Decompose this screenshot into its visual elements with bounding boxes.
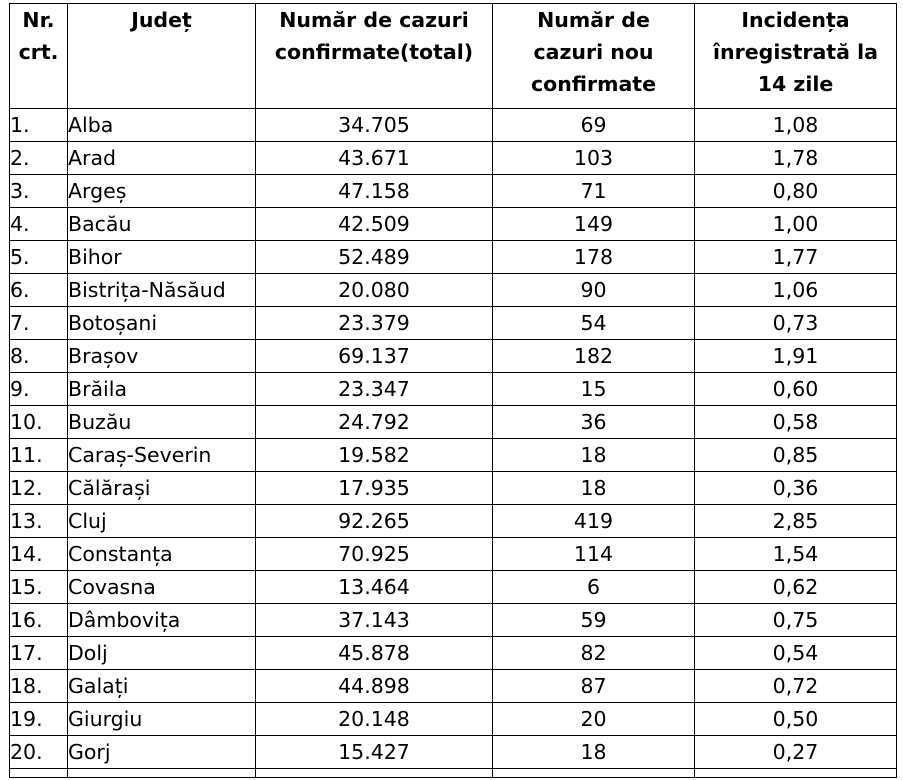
cell-new-cases: 20 [493,703,695,736]
cell-empty [68,769,256,778]
table-row [10,538,897,571]
cell-total-cases: 13.464 [256,571,493,604]
cell-nr: 9. [10,373,68,406]
table-row [10,439,897,472]
cell-total-cases: 23.379 [256,307,493,340]
table-row [10,406,897,439]
county-cases-table [9,3,897,778]
table-row [10,505,897,538]
header-incidence [695,4,897,109]
cell-judet: Bihor [68,241,256,274]
cell-total-cases: 45.878 [256,637,493,670]
cell-new-cases: 182 [493,340,695,373]
cell-incidence: 1,06 [695,274,897,307]
table-row [10,703,897,736]
cell-total-cases: 15.427 [256,736,493,769]
cell-total-cases: 17.935 [256,472,493,505]
table-body [10,109,897,778]
cell-judet: Gorj [68,736,256,769]
cell-incidence: 0,80 [695,175,897,208]
cell-new-cases: 419 [493,505,695,538]
cell-new-cases: 87 [493,670,695,703]
header-line: confirmate(total) [274,40,474,64]
cell-new-cases: 69 [493,109,695,142]
cell-new-cases: 18 [493,439,695,472]
cell-total-cases: 52.489 [256,241,493,274]
header-judet [68,4,256,109]
cell-incidence: 1,91 [695,340,897,373]
cell-judet: Cluj [68,505,256,538]
cell-total-cases: 42.509 [256,208,493,241]
cell-empty [695,769,897,778]
cell-new-cases: 59 [493,604,695,637]
header-line: Nr. [22,8,55,32]
cell-judet: Constanța [68,538,256,571]
header-row [10,4,897,109]
cell-nr: 12. [10,472,68,505]
cell-incidence: 0,75 [695,604,897,637]
cell-incidence: 1,00 [695,208,897,241]
header-total-cases [256,4,493,109]
cell-nr: 10. [10,406,68,439]
cell-nr: 11. [10,439,68,472]
cell-incidence: 0,72 [695,670,897,703]
cell-new-cases: 82 [493,637,695,670]
cell-nr: 15. [10,571,68,604]
header-line: Număr de [537,8,650,32]
cell-judet: Argeș [68,175,256,208]
table-row [10,670,897,703]
cell-nr: 3. [10,175,68,208]
cell-judet: Arad [68,142,256,175]
cell-total-cases: 34.705 [256,109,493,142]
cell-nr: 2. [10,142,68,175]
cell-new-cases: 114 [493,538,695,571]
cell-nr: 14. [10,538,68,571]
cell-new-cases: 6 [493,571,695,604]
table-row [10,637,897,670]
cell-nr: 6. [10,274,68,307]
cell-empty [256,769,493,778]
cell-judet: Dolj [68,637,256,670]
table-header [10,4,897,109]
table-row [10,736,897,769]
cell-incidence: 1,54 [695,538,897,571]
cell-incidence: 1,78 [695,142,897,175]
cell-nr: 18. [10,670,68,703]
table-row [10,472,897,505]
cell-new-cases: 103 [493,142,695,175]
cell-judet: Bistrița-Năsăud [68,274,256,307]
cell-total-cases: 44.898 [256,670,493,703]
table-row [10,340,897,373]
cell-nr: 13. [10,505,68,538]
cell-nr: 20. [10,736,68,769]
cell-total-cases: 92.265 [256,505,493,538]
cell-nr: 5. [10,241,68,274]
cell-empty [493,769,695,778]
cell-incidence: 0,58 [695,406,897,439]
cell-total-cases: 70.925 [256,538,493,571]
cell-nr: 16. [10,604,68,637]
cell-total-cases: 20.080 [256,274,493,307]
table-row [10,109,897,142]
cell-incidence: 0,85 [695,439,897,472]
cell-nr: 8. [10,340,68,373]
header-line: Incidența [741,8,850,32]
cell-judet: Brăila [68,373,256,406]
cell-incidence: 0,27 [695,736,897,769]
table-row [10,142,897,175]
header-line: crt. [18,40,59,64]
cell-incidence: 0,62 [695,571,897,604]
header-line: 14 zile [757,72,834,96]
header-line: Număr de cazuri [279,8,469,32]
header-nr [10,4,68,109]
table-row [10,373,897,406]
cell-total-cases: 37.143 [256,604,493,637]
cell-total-cases: 43.671 [256,142,493,175]
cell-judet: Galați [68,670,256,703]
cell-incidence: 0,50 [695,703,897,736]
table-row [10,241,897,274]
cell-nr: 7. [10,307,68,340]
cell-incidence: 0,73 [695,307,897,340]
table-row [10,274,897,307]
cell-incidence: 0,60 [695,373,897,406]
cell-incidence: 0,54 [695,637,897,670]
header-line: înregistrată la [713,40,878,64]
cell-judet: Călărași [68,472,256,505]
cell-nr: 1. [10,109,68,142]
cell-nr: 17. [10,637,68,670]
cell-total-cases: 47.158 [256,175,493,208]
cell-judet: Giurgiu [68,703,256,736]
cell-judet: Covasna [68,571,256,604]
table-row [10,571,897,604]
cell-judet: Caraș-Severin [68,439,256,472]
cell-judet: Alba [68,109,256,142]
cell-judet: Brașov [68,340,256,373]
cell-judet: Buzău [68,406,256,439]
cell-new-cases: 15 [493,373,695,406]
cell-new-cases: 18 [493,736,695,769]
cell-judet: Dâmbovița [68,604,256,637]
table-row [10,307,897,340]
cell-judet: Botoșani [68,307,256,340]
cell-incidence: 2,85 [695,505,897,538]
cell-new-cases: 36 [493,406,695,439]
cell-new-cases: 178 [493,241,695,274]
cell-total-cases: 23.347 [256,373,493,406]
cell-total-cases: 20.148 [256,703,493,736]
table-row [10,208,897,241]
header-line: cazuri nou [533,40,654,64]
cell-total-cases: 24.792 [256,406,493,439]
table-row [10,604,897,637]
cell-new-cases: 18 [493,472,695,505]
cell-incidence: 1,08 [695,109,897,142]
cell-new-cases: 54 [493,307,695,340]
cell-judet: Bacău [68,208,256,241]
table-row-partial [10,769,897,778]
header-line: Județ [131,8,192,32]
cell-new-cases: 71 [493,175,695,208]
cell-empty [10,769,68,778]
cell-incidence: 0,36 [695,472,897,505]
cell-total-cases: 19.582 [256,439,493,472]
table-row [10,175,897,208]
cell-incidence: 1,77 [695,241,897,274]
cell-nr: 19. [10,703,68,736]
header-line: confirmate [530,72,657,96]
cell-nr: 4. [10,208,68,241]
header-new-cases [493,4,695,109]
cell-new-cases: 90 [493,274,695,307]
cell-total-cases: 69.137 [256,340,493,373]
cell-new-cases: 149 [493,208,695,241]
